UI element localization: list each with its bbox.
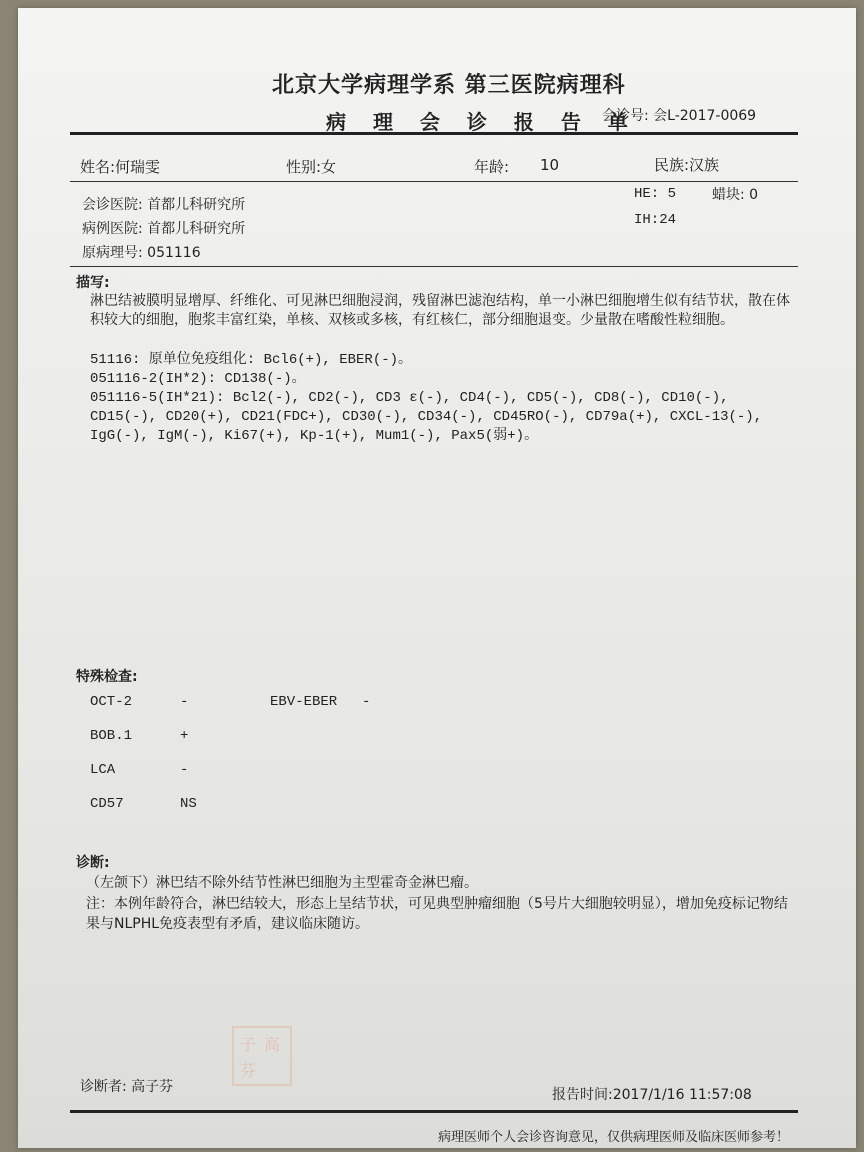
special-item-name: CD57 bbox=[90, 796, 124, 812]
diagnosis-main: （左颌下）淋巴结不除外结节性淋巴细胞为主型霍奇金淋巴瘤。 bbox=[86, 875, 478, 891]
diagnosis-note: 注：本例年龄符合，淋巴结较大，形态上呈结节状，可见典型肿瘤细胞（5号片大细胞较明显），增加免疫标记物结果与NLPHL免疫表型有矛盾，建议临床随访。 bbox=[86, 896, 788, 932]
description-heading: 描写: bbox=[76, 275, 110, 291]
wax-block-count: 蜡块: 0 bbox=[712, 187, 759, 203]
he-count: HE: 5 bbox=[634, 186, 677, 202]
disclaimer: 病理医师个人会诊咨询意见，仅供病理医师及临床医师参考！ bbox=[438, 1130, 790, 1145]
description-paragraph: 淋巴结被膜明显增厚、纤维化、可见淋巴细胞浸润，残留淋巴滤泡结构，单一小淋巴细胞增生似有结节状，散在体积较大的细胞，胞浆丰富红染，单核、双核或多核，有红核仁，部分细胞退变。少量散在嗜酸性粒细胞。 bbox=[90, 293, 790, 328]
diagnosis-heading: 诊断: bbox=[76, 855, 110, 871]
ebv-eber-result: - bbox=[362, 694, 371, 710]
special-item-result: - bbox=[180, 694, 189, 710]
patient-name: 姓名:何瑞雯 bbox=[80, 158, 161, 176]
special-item-result: NS bbox=[180, 796, 197, 812]
ih-count: IH:24 bbox=[634, 212, 677, 228]
diagnostician: 诊断者: 高子芬 bbox=[80, 1079, 174, 1095]
patient-ethnicity: 民族:汉族 bbox=[654, 156, 720, 174]
special-item-name: BOB.1 bbox=[90, 728, 133, 744]
signature-seal: 子 高 芬 bbox=[232, 1026, 292, 1086]
footer-rule bbox=[70, 1110, 798, 1113]
consult-number: 会诊号: 会L-2017-0069 bbox=[602, 108, 757, 124]
patient-age-label: 年龄: bbox=[474, 158, 510, 176]
ihc-line-original: 51116: 原单位免疫组化: Bcl6(+), EBER(-)。 bbox=[90, 352, 413, 368]
ihc-line-2: 051116-2(IH*2): CD138(-)。 bbox=[90, 371, 306, 387]
special-item-result: + bbox=[180, 728, 189, 744]
patient-age-value: 10 bbox=[540, 156, 560, 174]
header-rule bbox=[70, 132, 798, 135]
special-item-result: - bbox=[180, 762, 189, 778]
case-hospital: 病例医院: 首都儿科研究所 bbox=[82, 221, 246, 237]
special-exam-heading: 特殊检查: bbox=[76, 669, 138, 685]
special-item-name: OCT-2 bbox=[90, 694, 133, 710]
original-pathology-number: 原病理号: 051116 bbox=[82, 245, 201, 261]
hospital-rule bbox=[70, 266, 798, 267]
report-time: 报告时间:2017/1/16 11:57:08 bbox=[552, 1087, 752, 1103]
form-title: 病 理 会 诊 报 告 单 bbox=[326, 110, 638, 134]
patient-rule bbox=[70, 181, 798, 182]
institution-title: 北京大学病理学系 第三医院病理科 bbox=[272, 73, 626, 98]
report-paper bbox=[18, 8, 856, 1148]
ebv-eber-name: EBV-EBER bbox=[270, 694, 338, 710]
consult-hospital: 会诊医院: 首都儿科研究所 bbox=[82, 197, 246, 213]
patient-sex: 性别:女 bbox=[286, 158, 337, 176]
special-item-name: LCA bbox=[90, 762, 116, 778]
ihc-line-5: 051116-5(IH*21): Bcl2(-), CD2(-), CD3 ε(-), CD4(-), CD5(-), CD8(-), CD10(-), CD15(-), CD20(+), CD21(FDC+), CD30(-), CD34(-), CD45RO(-), CD79a(+), CXCL-13(-), IgG(-), IgM(-), Ki67(+), Kp-1(+), Mum1(-), Pax5(弱+)。 bbox=[90, 390, 763, 444]
